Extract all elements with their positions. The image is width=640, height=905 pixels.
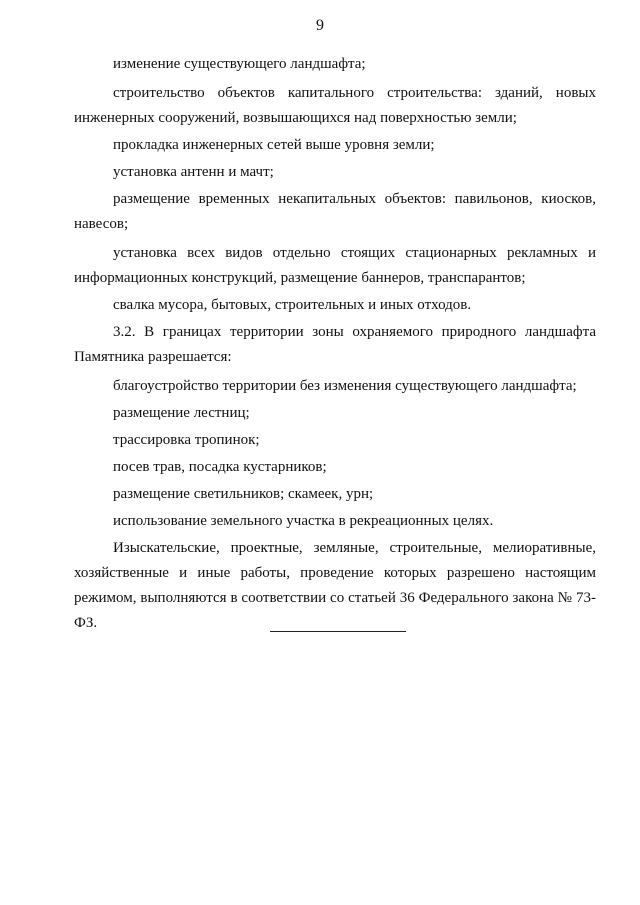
closing-paragraph: Изыскательские, проектные, земляные, строительные, мелиоративные, хозяйственные и иные работы, проведение которых разрешено настоящим режимом, выполняются в соответствии со статьей 36 Федерального закона № 73-ФЗ.	[74, 540, 596, 631]
list-item: трассировка тропинок;	[113, 432, 260, 448]
list-item: установка всех видов отдельно стоящих стационарных рекламных и информационных конструкций, размещение баннеров, транспарантов;	[74, 245, 596, 286]
list-item: использование земельного участка в рекреационных целях.	[113, 513, 494, 529]
list-item: установка антенн и мачт;	[113, 164, 274, 180]
list-item: свалка мусора, бытовых, строительных и иных отходов.	[113, 297, 472, 313]
list-item: размещение лестниц;	[113, 405, 250, 421]
end-separator-line	[270, 631, 406, 632]
list-item: размещение временных некапитальных объектов: павильонов, киосков, навесов;	[74, 191, 596, 232]
section-heading-paragraph: 3.2. В границах территории зоны охраняемого природного ландшафта Памятника разрешается:	[74, 324, 596, 365]
list-item: изменение существующего ландшафта;	[113, 56, 366, 72]
page-number: 9	[316, 17, 324, 34]
list-item: посев трав, посадка кустарников;	[113, 459, 327, 475]
list-item: благоустройство территории без изменения существующего ландшафта;	[113, 378, 577, 394]
list-item: строительство объектов капитального строительства: зданий, новых инженерных сооружений, возвышающихся над поверхностью земли;	[74, 85, 596, 126]
document-body	[74, 52, 596, 638]
list-item: размещение светильников; скамеек, урн;	[113, 486, 374, 502]
list-item: прокладка инженерных сетей выше уровня земли;	[113, 137, 435, 153]
